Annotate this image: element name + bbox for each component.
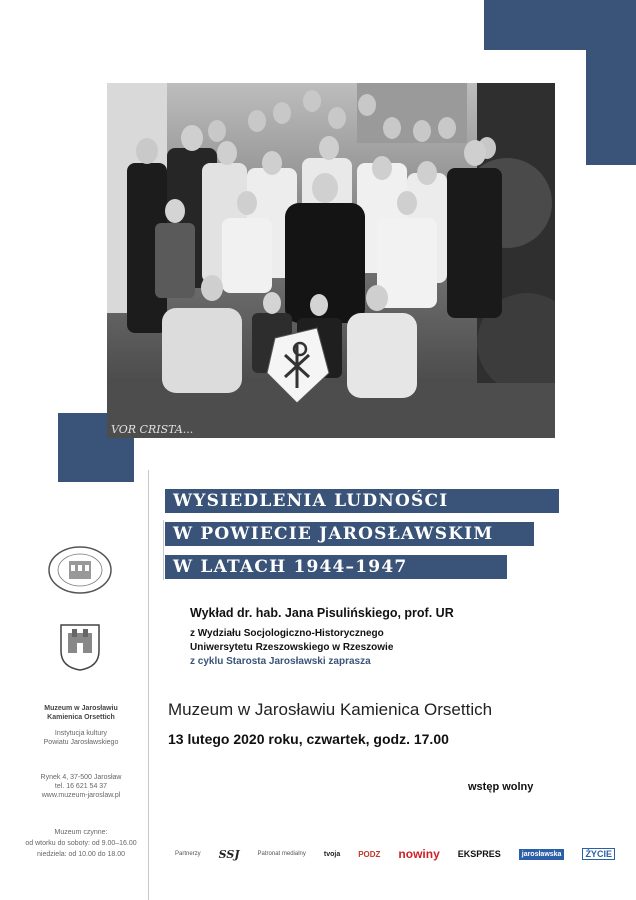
hours-weekdays: od wtorku do soboty: od 9.00–16.00: [25, 840, 137, 847]
ssj-logo: SSJ: [218, 847, 240, 861]
affiliation: [190, 627, 393, 655]
historical-group-photo: [107, 83, 555, 438]
lecture-cycle: z cyklu Starosta Jarosławski zaprasza: [190, 656, 371, 667]
ekspres-logo: EKSPRES: [457, 849, 501, 859]
tvoja-logo: tvoja: [323, 850, 341, 858]
media-label: Patronat medialny: [257, 851, 306, 857]
address: Rynek 4, 37-500 Jarosław: [40, 774, 122, 781]
phone: tel. 16 621 54 37: [54, 783, 108, 790]
museum-name: [18, 704, 144, 722]
venue: Muzeum w Jarosławiu Kamienica Orsettich: [168, 700, 493, 719]
institution-info: [18, 729, 144, 747]
title-line-1: WYSIEDLENIA LUDNOŚCI: [165, 489, 559, 513]
hours-sunday: niedziela: od 10.00 do 18.00: [37, 851, 125, 858]
museum-name-line2: Kamienica Orsettich: [47, 714, 115, 721]
title-line-2: W POWIECIE JAROSŁAWSKIM: [165, 522, 534, 546]
nowiny-logo: nowiny: [398, 847, 440, 861]
institution-line2: Powiatu Jarosławskiego: [43, 739, 119, 746]
title-line-3: W LATACH 1944–1947: [165, 555, 507, 579]
partners-label: Partnerzy: [175, 851, 201, 857]
opening-hours: [18, 827, 144, 860]
sidebar-divider: [148, 470, 149, 900]
website-link[interactable]: www.muzeum-jaroslaw.pl: [41, 792, 121, 799]
photo-caption-fragment: VOR CRISTA...: [111, 423, 194, 436]
affiliation-line2: Uniwersytetu Rzeszowskiego w Rzeszowie: [190, 642, 394, 653]
hours-title: Muzeum czynne:: [54, 829, 108, 836]
institution-line1: Instytucja kultury: [54, 730, 108, 737]
contact-info: [18, 773, 144, 800]
museum-name-line1: Muzeum w Jarosławiu: [44, 705, 118, 712]
sponsors-row: [175, 843, 615, 865]
affiliation-line1: z Wydziału Socjologiczno-Historycznego: [190, 628, 384, 639]
title-divider: [163, 520, 164, 580]
zycie-logo: ŻYCIE: [582, 848, 615, 860]
museum-seal-logo: [47, 545, 113, 595]
admission: wstęp wolny: [468, 781, 534, 793]
lecturer: Wykład dr. hab. Jana Pisulińskiego, prof. UR: [190, 606, 454, 620]
jaroslawska-logo: jarosławska: [519, 849, 565, 860]
event-datetime: 13 lutego 2020 roku, czwartek, godz. 17.00: [168, 731, 449, 747]
podz-logo: PODZ: [358, 849, 381, 859]
coat-of-arms-logo: [59, 623, 101, 671]
